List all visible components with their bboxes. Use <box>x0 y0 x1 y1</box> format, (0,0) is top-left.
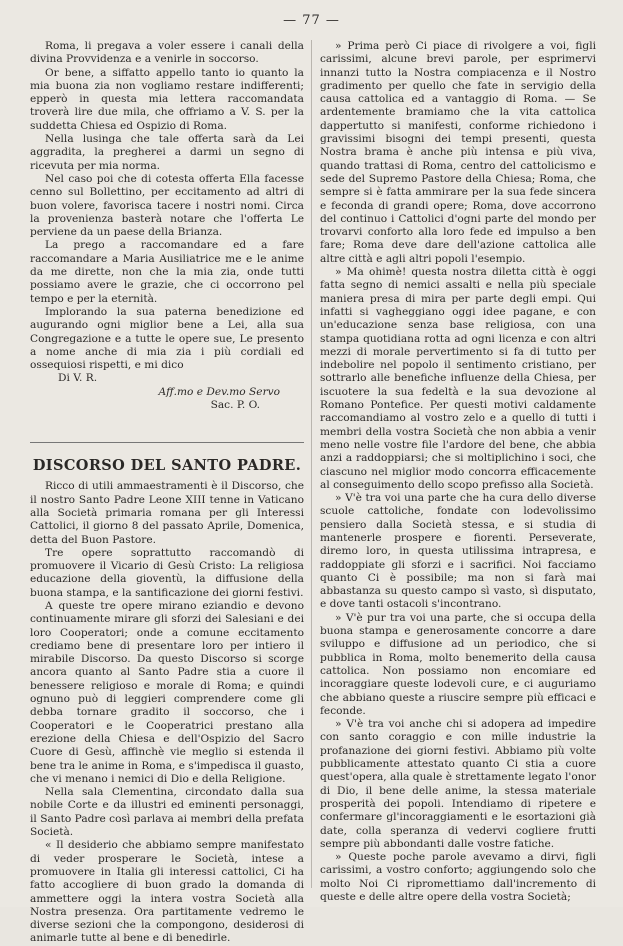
letter-paragraph: Or bene, a siffatto appello tanto io quanto la mia buona zia non vogliamo restare indifferenti; epperò in questa mia lettera raccomandata troverà lire due mila, che offriamo a V. S. per la suddetta Chiesa ed Ospizio di Roma. <box>30 66 304 132</box>
left-column <box>30 40 304 946</box>
speech-paragraph: » Queste poche parole avevamo a dirvi, figli carissimi, a vostro conforto; aggiungendo solo che molto Noi Ci ripromettiamo dall'incremento di queste e delle altre opere della vostra Società; <box>320 851 596 903</box>
page-number: — 77 — <box>283 13 340 28</box>
discourse-paragraph: A queste tre opere mirano eziandio e devono continuamente mirare gli sforzi dei Salesiani e dei loro Cooperatori; onde a comune eccitamento crediamo bene di presentare loro per intiero il mirabile Discorso. Da questo Discorso si scorge ancora quanto al Santo Padre stia a cuore il benessere religioso e morale di Roma; e quindi ognuno può di leggieri comprendere come gli debba tornare gradito il soccorso, che i Cooperatori e le Cooperatrici prestano alla erezione della Chiesa e dell'Ospizio del Sacro Cuore di Gesù, affinchè vie meglio si estenda il bene tra le anime in Roma, e s'impedisca il guasto, che vi menano i nemici di Dio e della Religione. <box>30 599 304 785</box>
letter-paragraph: Nella lusinga che tale offerta sarà da Lei aggradita, la pregherei a darmi un segno di ricevuta per mia norma. <box>30 133 304 172</box>
discourse-paragraph: Ricco di utili ammaestramenti è il Discorso, che il nostro Santo Padre Leone XIII tenne in Vaticano alla Società primaria romana per gli Interessi Cattolici, il giorno 8 del passato Aprile, Domenica, detta del Buon Pastore. <box>30 480 304 546</box>
letter-paragraph: Implorando la sua paterna benedizione ed augurando ogni miglior bene a Lei, alla sua Congregazione e a tutte le opere sue, Le presento a nome anche di mia zia i più cordiali ed ossequiosi rispetti, e mi dico <box>30 305 304 372</box>
letter-paragraph: La prego a raccomandare ed a fare raccomandare a Maria Ausiliatrice me e le anime da me dirette, non che la mia zia, onde tutti possiamo avere le grazie, che ci occorrono pel tempo e per la eternità. <box>30 239 304 305</box>
speech-paragraph: » V'è tra voi una parte che ha cura dello diverse scuole cattoliche, fondate con lodevolissimo pensiero dalla Società stessa, e si studia di mantenerle prospere e fiorenti. Perseverate, diremo loro, in questa utilissima intrapresa, e raddoppiate gli sforzi e i sacrifici. Noi facciamo quanto Ci è possibile; ma non si farà mai abbastanza su questo campo sì vasto, sì disputato, e dove tanti ostacoli s'incontrano. <box>320 492 596 611</box>
discourse-paragraph: Tre opere soprattutto raccomandò di promuovere il Vicario di Gesù Cristo: La religiosa educazione della gioventù, la diffusione della buona stampa, e la santificazione dei giorni festivi. <box>30 546 304 599</box>
section-divider <box>30 442 304 443</box>
signature-place: Di V. R. <box>58 372 98 385</box>
speech-paragraph: » V'è tra voi anche chi si adopera ad impedire con santo coraggio e con mille industrie la profanazione dei giorni festivi. Abbiamo più volte pubblicamente attestato quanto Ci stia a cuore quest'opera, alla quale è strettamente legato l'onor di Dio, il bene delle anime, la stessa materiale prosperità dei popoli. Intendiamo di ripetere e confermare gl'incoraggiamenti e le esortazioni già date, colla speranza di vedervi cogliere frutti sempre più abbondanti dalle vostre fatiche. <box>320 718 596 850</box>
discourse-paragraph: « Il desiderio che abbiamo sempre manifestato di veder prosperare le Società, intese a promuovere in Italia gli interessi cattolici, Ci ha fatto accogliere di buon grado la domanda di ammettere oggi la intera vostra Società alla Nostra presenza. Ora partitamente vedremo le diverse sezioni che la compongono, desiderosi di animarle tutte al bene e di benedirle. <box>30 839 304 945</box>
signature-title: Sac. P. O. <box>210 399 260 412</box>
right-column <box>320 40 596 904</box>
section-title: DISCORSO DEL SANTO PADRE. <box>32 457 302 475</box>
letter-paragraph: Roma, li pregava a voler essere i canali della divina Provvidenza e a venirle in soccorso. <box>30 40 304 66</box>
column-divider <box>311 40 312 888</box>
speech-paragraph: » Prima però Ci piace di rivolgere a voi, figli carissimi, alcune brevi parole, per esprimervi innanzi tutto la Nostra compiacenza e il Nostro gradimento per quello che fate in servigio della causa cattolica ed a vantaggio di Roma. — Se ardentemente bramiamo che la vita cattolica dappertutto si manifesti, conforme richiedono i gravissimi bisogni dei tempi presenti, questa Nostra brama è anche più intensa e più viva, quando trattasi di Roma, centro del cattolicismo e sede del Supremo Pastore della Chiesa; Roma, che sempre si è fatta ammirare per la sua fede sincera e feconda di grandi opere; Roma, dove accorrono del continuo i Cattolici d'ogni parte del mondo per trovarvi conforto alla loro fede ed impulso a ben fare; Roma deve dare dell'azione cattolica alle altre città e agli altri popoli l'esempio. <box>320 40 596 265</box>
speech-paragraph: » V'è pur tra voi una parte, che si occupa della buona stampa e generosamente concorre a dare sviluppo e diffusione ad un periodico, che si pubblica in Roma, molto benemerito della causa cattolica. Non possiamo non encomiare ed incoraggiare queste lodevoli cure, e ci auguriamo che abbiano queste a riuscire sempre più efficaci e feconde. <box>320 611 596 717</box>
discourse-paragraph: Nella sala Clementina, circondato dalla sua nobile Corte e da illustri ed eminenti personaggi, il Santo Padre così parlava ai membri della prefata Società. <box>30 786 304 839</box>
letter-paragraph: Nel caso poi che di cotesta offerta Ella facesse cenno sul Bollettino, per eccitamento ad altri di buon volere, favorisca tacere i nostri nomi. Circa la provenienza basterà notare che l'offerta Le perviene da un paese della Brianza. <box>30 172 304 239</box>
signature-name: Aff.mo e Dev.mo Servo <box>158 385 280 398</box>
speech-paragraph: » Ma ohimè! questa nostra diletta città è oggi fatta segno di nemici assalti e nella più speciale maniera presa di mira per parte degli empi. Qui infatti si vagheggiano oggi idee pagane, e con un'educazione senza base religiosa, con una stampa quotidiana rotta ad ogni licenza e con altri mezzi di morale pervertimento si fa di tutto per indebolire nel popolo il sentimento cristiano, per sottrarlo alle benefiche influenze della Chiesa, per iscuotere la sua fedeltà e la sua devozione al Romano Pontefice. Per questi motivi caldamente raccomandiamo al vostro zelo e a quello di tutti i membri della vostra Società che non abbia a venir meno nelle vostre file l'ardore del bene, che abbia anzi a raddoppiarsi; che si moltiplichino i soci, che ciascuno nel miglior modo concorra efficacemente al conseguimento dello scopo prefisso alla Società. <box>320 266 596 491</box>
